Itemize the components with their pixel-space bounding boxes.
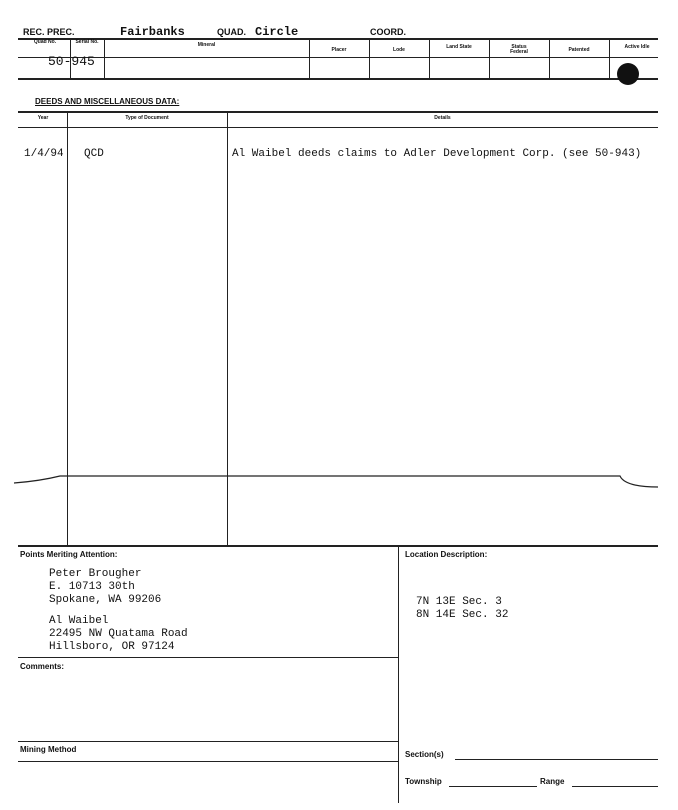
deed-row-year: 1/4/94 [24,148,64,160]
header-divider [609,38,610,78]
col-type-of-document: Type of Document [125,115,169,121]
header-divider [489,38,490,78]
coord-label: COORD. [370,27,406,37]
township-label: Township [405,777,442,786]
col-land-state: Land State [446,44,472,50]
bottom-top-rule [18,545,658,547]
mining-method-label: Mining Method [20,745,77,754]
mining-method-rule [18,741,398,742]
rec-prec-value: Fairbanks [120,25,185,39]
header-mid-rule [18,57,658,58]
col-lode: Lode [393,47,405,53]
bottom-divider [398,545,399,803]
active-idle-mark [617,63,639,85]
contact-2-city: Hillsboro, OR 97124 [49,641,175,653]
quad-value: Circle [255,25,299,39]
rec-prec-label: REC. PREC. [23,27,75,37]
col-mineral: Mineral [197,42,216,48]
deeds-top-rule [18,111,658,113]
range-label: Range [540,777,565,786]
header-divider [369,38,370,78]
contact-block-2 [49,615,188,654]
header-top-rule [18,38,658,40]
contact-block-1 [49,568,161,607]
col-year: Year [37,115,49,121]
points-meriting-attention-label: Points Meriting Attention: [20,550,118,559]
deed-row-type: QCD [84,148,104,160]
header-bottom-rule [18,78,658,80]
sections-label: Section(s) [405,750,444,759]
quad-label: QUAD. [217,27,246,37]
col-active-idle: Active Idle [624,44,650,50]
sections-blank [455,759,658,760]
deeds-section-title: DEEDS AND MISCELLANEOUS DATA: [35,97,180,106]
location-line-2: 8N 14E Sec. 32 [416,609,509,621]
location-line-1: 7N 13E Sec. 3 [416,596,502,608]
township-blank [449,786,537,787]
header-divider [429,38,430,78]
deed-row-details: Al Waibel deeds claims to Adler Development Corp. (see 50-943) [232,148,642,160]
contact-1-name: Peter Brougher [49,568,142,580]
location-description-label: Location Description: [405,550,488,559]
col-quad-no: Quad No. [33,39,57,45]
serial-value: 50-945 [48,54,95,69]
comments-rule [18,657,398,658]
mining-method-bottom-rule [18,761,398,762]
col-placer: Placer [331,47,347,53]
contact-2-street: 22495 NW Quatama Road [49,628,188,640]
contact-2-name: Al Waibel [49,615,109,627]
range-blank [572,786,658,787]
header-divider [309,38,310,78]
contact-1-street: E. 10713 30th [49,581,135,593]
comments-label: Comments: [20,662,65,671]
page-fold-line [0,465,678,495]
col-patented: Patented [568,47,590,53]
col-status-federal: Status Federal [510,44,528,55]
contact-1-city: Spokane, WA 99206 [49,594,162,606]
header-divider [549,38,550,78]
location-lines [416,596,508,622]
col-serial-no: Serial No. [75,39,99,45]
deeds-header-rule [18,127,658,128]
col-details: Details [434,115,451,121]
